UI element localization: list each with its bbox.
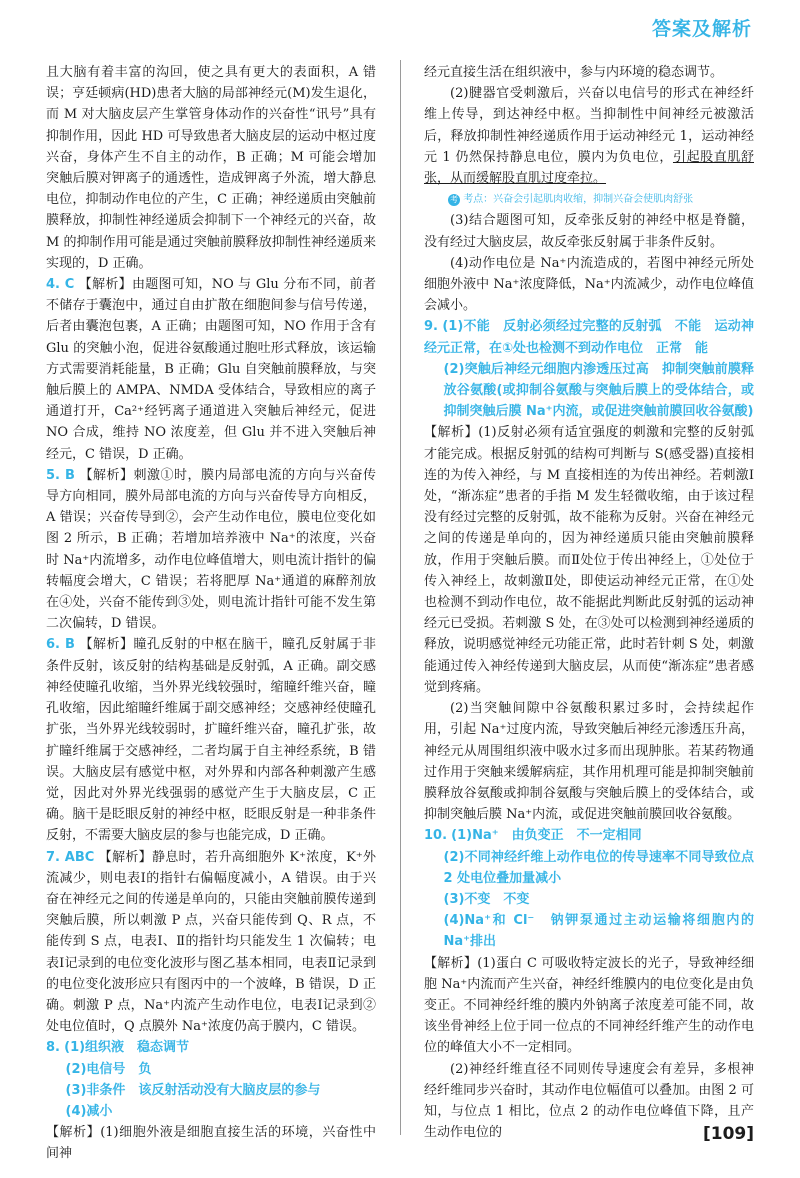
analysis-text: (2)腱器官受刺激后，兴奋以电信号的形式在神经纤维上传导，到达神经中枢。当抑制性中间神经元被激活后，释放抑制性神经递质作用于运动神经元 1，运动神经元 1 仍然保持静息电位，膜内为负电位， xyxy=(424,86,754,165)
answer-line: (2)突触后神经元细胞内渗透压过高 抑制突触前膜释放谷氨酸(或抑制谷氨酸与突触后膜上的受体结合，或抑制突触后膜 Na⁺内流，或促进突触前膜回收谷氨酸) xyxy=(443,361,754,420)
analysis-text: 【解析】(1)细胞外液是细胞直接生活的环境，兴奋性中间神 xyxy=(46,1125,376,1162)
analysis-text xyxy=(424,83,754,189)
question-number: 9. xyxy=(424,319,438,335)
answer-line: (4)Na⁺和 Cl⁻ 钠钾泵通过主动运输将细胞内的 Na⁺排出 xyxy=(443,913,754,950)
analysis-text: 经元直接生活在组织液中，参与内环境的稳态调节。 xyxy=(424,65,724,80)
underlined-text: 引起股直肌舒张，从而缓解股直肌过度牵拉。 xyxy=(424,149,754,187)
answer-9 xyxy=(424,316,754,358)
analysis-text: 【解析】刺激①时，膜内局部电流的方向与兴奋传导方向相同，膜外局部电流的方向与兴奋传导方向相反，A 错误；兴奋传导到②，会产生动作电位，膜电位变化如图 2 所示，B 正确；若增加培养液中 Na⁺的浓度，兴奋时 Na⁺内流增多，动作电位峰值增大，则电流计指针的偏转幅度会增大，C 错误；若将肥厚 Na⁺通道的麻醉剂放在④处，兴奋不能传到③处，则电流计指针可能不发生第二次偏转，D 错误。 xyxy=(46,467,376,632)
right-column xyxy=(424,62,754,1143)
answer-line: (2)电信号 负 xyxy=(65,1061,152,1077)
question-number: 5. B xyxy=(46,467,75,483)
question-number: 10. xyxy=(424,828,448,844)
answer-line: (1)不能 反射必须经过完整的反射弧 不能 运动神经元正常，在①处也检测不到动作电位 正常 能 xyxy=(424,319,754,356)
left-column xyxy=(46,62,376,1165)
answer-line: (4)减小 xyxy=(65,1103,113,1119)
answer-8 xyxy=(46,1037,376,1058)
question-number: 7. ABC xyxy=(46,849,95,865)
analysis-text: 【解析】静息时，若升高细胞外 K⁺浓度，K⁺外流减少，则电表Ⅰ的指针右偏幅度减小，A 错误。由于兴奋在神经元之间的传递是单向的，只能由突触前膜传递到突触后膜，所以刺激 P 点，兴奋只能传到 Q、R 点，不能传到 S 点，电表Ⅰ、Ⅱ的指针均只能发生 1 次偏转；电表Ⅰ记录到的电位变化波形与图乙基本相同，电表Ⅱ记录到的电位变化波形应只有图丙中的一个波峰，B 错误，D 正确。刺激 P 点，Na⁺内流产生动作电位，电表Ⅰ记录到②处电位值时，Q 点膜外 Na⁺浓度仍高于膜内，C 错误。 xyxy=(46,849,376,1035)
analysis-text: 【解析】(1)蛋白 C 可吸收特定波长的光子，导致神经细胞 Na⁺内流而产生兴奋，神经纤维膜内的电位变化是由负变正。不同神经纤维的膜内外钠离子浓度差可能不同，故该坐骨神经上位于同一位点的不同神经纤维产生的动作电位的峰值大小不一定相同。 xyxy=(424,955,754,1056)
question-number: 8. xyxy=(46,1040,60,1056)
answer-7 xyxy=(46,847,376,1038)
column-divider xyxy=(400,60,401,1135)
key-point-icon: 考 xyxy=(450,194,458,204)
answer-line: (1)组织液 稳态调节 xyxy=(64,1040,190,1056)
answer-5 xyxy=(46,465,376,635)
question-number: 4. C xyxy=(46,277,75,293)
page-header: 答案及解析 xyxy=(651,18,752,40)
analysis-text: (2)神经纤维直径不同则传导速度会有差异，多根神经纤维同步兴奋时，其动作电位幅值可以叠加。由图 2 可知，与位点 1 相比，位点 2 的动作电位峰值下降，且产生动作电位的 xyxy=(424,1061,754,1141)
key-point-note xyxy=(448,189,754,210)
note-text: 考点：兴奋会引起肌肉收缩，抑制兴奋会使肌肉舒张 xyxy=(463,194,694,206)
answer-4 xyxy=(46,274,376,465)
analysis-text: (4)动作电位是 Na⁺内流造成的，若图中神经元所处细胞外液中 Na⁺浓度降低，Na⁺内流减少，动作电位峰值会减小。 xyxy=(424,255,754,314)
analysis-text: 【解析】(1)反射必须有适宜强度的刺激和完整的反射弧才能完成。根据反射弧的结构可判断与 S(感受器)直接相连的为传入神经，与 M 直接相连的为传出神经。若刺激Ⅰ处，“渐冻症”患者的手指 M 发生轻微收缩，由于该过程没有经过完整的反射弧，故不能称为反射。兴奋在神经元之间的传递是单向的，因为神经递质只能由突触前膜释放，作用于突触后膜。而Ⅱ处位于传出神经上，①处位于传入神经上，故刺激Ⅱ处，即使运动神经元正常，在①处也检测不到动作电位，故不能据此判断此反射弧的运动神经元已受损。若刺激 S 处，在③处可以检测到神经递质的释放，说明感觉神经元功能正常，此时若针刺 S 处，刺激能通过传入神经传递到大脑皮层，从而使“渐冻症”患者感觉到疼痛。 xyxy=(424,425,754,695)
answer-line: (3)非条件 该反射活动没有大脑皮层的参与 xyxy=(65,1082,321,1098)
question-number: 6. B xyxy=(46,637,75,653)
answer-6 xyxy=(46,634,376,846)
answer-3-continued: 且大脑有着丰富的沟回，使之具有更大的表面积，A 错误；亨廷顿病(HD)患者大脑的局部神经元(M)发生退化，而 M 对大脑皮层产生掌管身体动作的兴奋性“讯号”具有抑制作用，因此 HD 可导致患者大脑皮层的运动中枢过度兴奋，身体产生不自主的动作，B 正确；M 可能会增加突触后膜对钾离子的通透性，造成钾离子外流，增大静息电位，抑制动作电位的产生，C 正确；神经递质由突触前膜释放，抑制性神经递质会抑制下一个神经元的兴奋，故 M 的抑制作用可能是通过突触前膜释放抑制性神经递质来实现的，D 正确。 xyxy=(46,65,376,271)
analysis-text: 【解析】由题图可知，NO 与 Glu 分布不同，前者不储存于囊泡中，通过自由扩散在细胞间参与信号传递，后者由囊泡包裹，A 正确；由题图可知，NO 作用于含有 Glu 的突触小泡，促进谷氨酸通过胞吐形式释放，该运输方式需要消耗能量，B 正确；Glu 自突触前膜释放，与突触后膜上的 AMPA、NMDA 受体结合，导致相应的离子通道打开，Ca²⁺经钙离子通道进入突触后神经元，促进 NO 合成，维持 NO 浓度差，但 Glu 并不进入突触后神经元，C 错误，D 正确。 xyxy=(46,277,376,462)
answer-line: (2)不同神经纤维上动作电位的传导速率不同导致位点 2 处电位叠加量减小 xyxy=(443,849,754,886)
analysis-text: (2)当突触间隙中谷氨酸积累过多时，会持续起作用，引起 Na⁺过度内流，导致突触后神经元渗透压升高，神经元从周围组织液中吸水过多而出现肿胀。若某药物通过作用于突触来缓解病症，其作用机理可能是抑制突触前膜释放谷氨酸或抑制谷氨酸与突触后膜上的受体结合，或抑制突触后膜 Na⁺内流，或促进突触前膜回收谷氨酸。 xyxy=(424,701,754,823)
page-number: [109] xyxy=(702,1124,754,1144)
analysis-text: 【解析】瞳孔反射的中枢在脑干，瞳孔反射属于非条件反射，该反射的结构基础是反射弧，A 正确。副交感神经使瞳孔收缩，当外界光线较强时，缩瞳纤维兴奋，瞳孔收缩，因此缩瞳纤维属于副交感神经；交感神经使瞳孔扩张，当外界光线较弱时，扩瞳纤维兴奋，瞳孔扩张，故扩瞳纤维属于交感神经，二者均属于自主神经系统，B 错误。大脑皮层有感觉中枢，对外界和内部各种刺激产生感觉，因此对外界光线强弱的感觉产生于大脑皮层，C 正确。脑干是眨眼反射的神经中枢，眨眼反射是一种非条件反射，不需要大脑皮层的参与也能完成，D 正确。 xyxy=(46,637,376,844)
analysis-text: (3)结合题图可知，反牵张反射的神经中枢是脊髓，没有经过大脑皮层，故反牵张反射属于非条件反射。 xyxy=(424,213,754,250)
answer-line: (3)不变 不变 xyxy=(443,891,530,907)
answer-line: (1)Na⁺ 由负变正 不一定相同 xyxy=(451,828,642,844)
answer-10 xyxy=(424,825,754,846)
